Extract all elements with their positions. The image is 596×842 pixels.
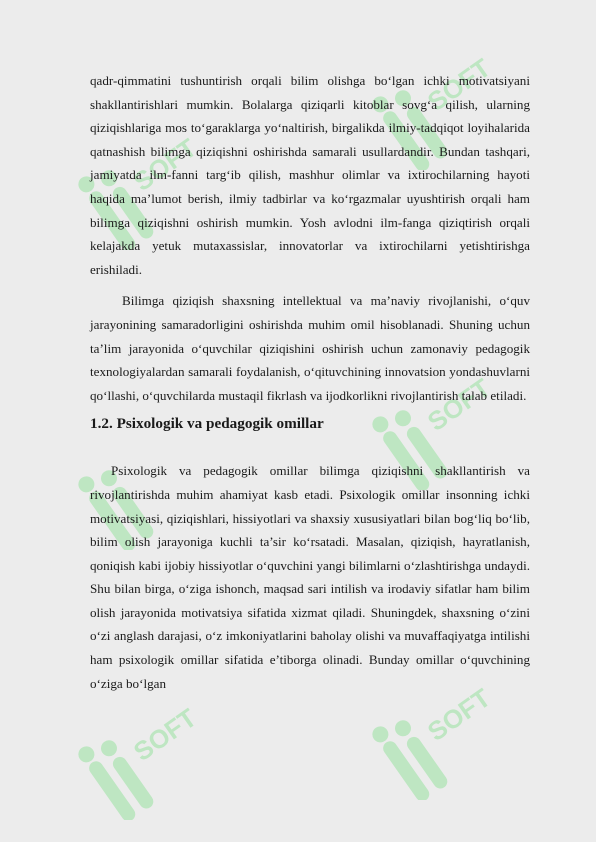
watermark-text: SOFT bbox=[422, 52, 497, 117]
watermark-logo-icon bbox=[68, 690, 218, 820]
paragraph: Bilimga qiziqish shaxsning intellektual va ma’naviy rivojlanishi, o‘quv jarayonining samaradorligini oshirishda muhim omil hisoblanadi. Shuning uchun ta’lim jarayonida o‘quvchilar qiziqishini oshirish uchun zamonaviy pedagogik texnologiyalardan samarali foydalanish, o‘qituvchining innovatsion yondashuvlarni qo‘llashi, o‘quvchilarda mustaqil fikrlash va ijodkorlikni rivojlantirish talab etiladi. bbox=[90, 293, 530, 403]
document-body bbox=[90, 69, 530, 695]
section-heading: 1.2. Psixologik va pedagogik omillar bbox=[90, 415, 324, 433]
paragraph: qadr-qimmatini tushuntirish orqali bilim olishga bo‘lgan ichki motivatsiyani shakllantirishlari mumkin. Bolalarga qiziqarli kitoblar sovg‘a qilish, ularning qiziqishlariga mos to‘garaklarga yo‘naltirish, birgalikda ilmiy-tadqiqot loyihalarida qatnashish bilimga qiziqishni oshirishda samarali usullardandir. Bundan tashqari, jamiyatda ilm-fanni targ‘ib qilish, mashhur olimlar va ixtirochilarning hayoti haqida ma’lumot berish, ilmiy tadbirlar va ko‘rgazmalar uyushtirish orqali ham bilimga qiziqishni oshirish mumkin. Yosh avlodni ilm-fanga qiziqtirish orqali kelajakda yetuk mutaxassislar, innovatorlar va ixtirochilarni yetishtirishga erishiladi. bbox=[90, 73, 530, 277]
watermark-text: SOFT bbox=[128, 702, 203, 767]
watermark-text: SOFT bbox=[422, 372, 497, 437]
paragraph: Psixologik va pedagogik omillar bilimga qiziqishni shakllantirish va rivojlantirishda muhim ahamiyat kasb etadi. Psixologik omillar insonning ichki motivatsiyasi, qiziqishlari, hissiyotlari va shaxsiy xususiyatlari bilan bog‘liq bo‘lib, bilim olish jarayoniga kuchli ta’sir ko‘rsatadi. Masalan, qiziqish, hayratlanish, qoniqish kabi ijobiy hissiyotlar o‘quvchini yangi bilimlarni o‘zlashtirishga undaydi. Shu bilan birga, o‘ziga ishonch, maqsad sari intilish va irodaviy sifatlar ham bilim olish jarayonida motivatsiya sifatida xizmat qiladi. Shuningdek, shaxsning o‘zini o‘zi anglash darajasi, o‘z imkoniyatlarini baholay olishi va muvaffaqiyatga intilishi ham psixologik omillar sifatida e’tiborga olinadi. Bunday omillar o‘quvchining o‘ziga bo‘lgan bbox=[90, 463, 530, 691]
watermark-text: SOFT bbox=[128, 132, 203, 197]
watermark-text: SOFT bbox=[422, 682, 497, 747]
